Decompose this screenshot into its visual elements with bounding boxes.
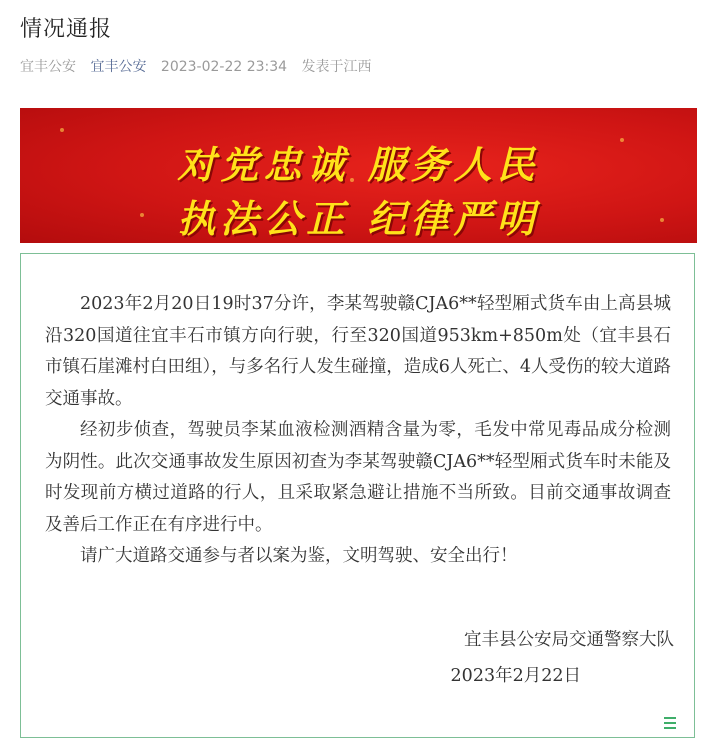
- publish-datetime: 2023-02-22 23:34: [160, 59, 288, 75]
- account-link[interactable]: 宜丰公安: [90, 59, 147, 75]
- signature-date: 2023年2月22日: [450, 666, 581, 686]
- menu-icon-bar: [664, 722, 676, 724]
- menu-icon-bar: [664, 727, 676, 729]
- notice-paragraph: 请广大道路交通参与者以案为鉴，文明驾驶、安全出行！: [80, 546, 518, 566]
- banner-slogan-line-1: 对党忠诚 服务人民: [177, 142, 540, 187]
- menu-icon-bar: [664, 717, 676, 719]
- notice-paragraph: 2023年2月20日19时37分许，李某驾驶赣CJA6**轻型厢式货车由上高县城沿320国道往宜丰石市镇方向行驶，行至320国道953km+850m处（宜丰县石市镇石崖滩村白田组），与多名行人发生碰撞，造成6人死亡、4人受伤的较大道路交通事故。: [45, 294, 672, 409]
- signature-organization: 宜丰县公安局交通警察大队: [464, 630, 674, 650]
- publish-location: 发表于江西: [301, 59, 372, 75]
- slogan-banner: [20, 108, 697, 243]
- banner-sparkle: [60, 128, 64, 132]
- notice-body: [45, 289, 671, 573]
- article-title: 情况通报: [20, 17, 113, 42]
- author-name: 宜丰公安: [20, 59, 76, 75]
- banner-slogan-line-2: 执法公正 纪律严明: [177, 196, 540, 241]
- notice-card: [20, 253, 695, 738]
- notice-paragraph: 经初步侦查，驾驶员李某血液检测酒精含量为零，毛发中常见毒品成分检测为阴性。此次交通事故发生原因初查为李某驾驶赣CJA6**轻型厢式货车时未能及时发现前方横过道路的行人，且采取紧急避让措施不当所致。目前交通事故调查及善后工作正在有序进行中。: [45, 420, 671, 535]
- article-meta: [20, 56, 382, 76]
- menu-icon[interactable]: [664, 717, 676, 729]
